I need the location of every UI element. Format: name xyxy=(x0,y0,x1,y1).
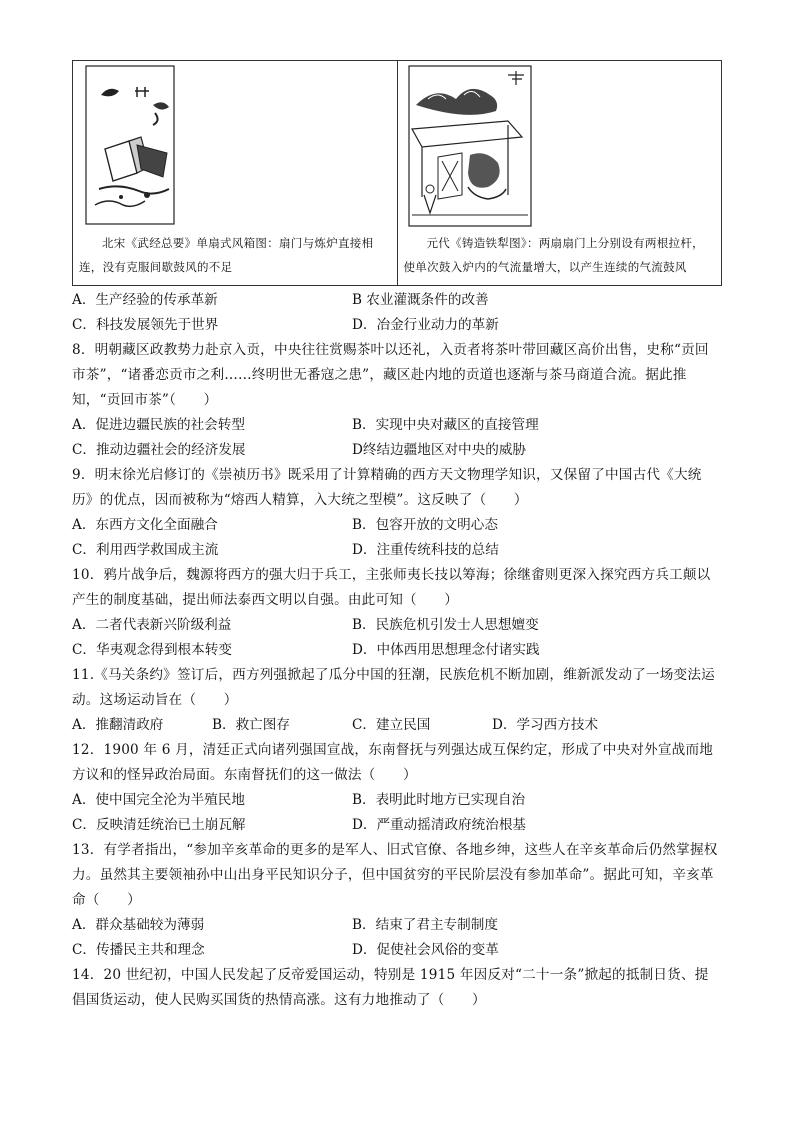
q9-option-a: A．东西方文化全面融合 xyxy=(72,517,218,533)
bellows-illustration-song xyxy=(79,65,391,227)
q13-option-a: A．群众基础较为薄弱 xyxy=(72,917,205,933)
q7-option-c: C．科技发展领先于世界 xyxy=(72,317,219,333)
q12-options xyxy=(72,788,722,838)
q9-options xyxy=(72,513,722,563)
iron-casting-drawing xyxy=(408,65,532,227)
q10-option-c: C．华夷观念得到根本转变 xyxy=(72,642,232,658)
q7-option-d: D．冶金行业动力的革新 xyxy=(352,317,499,333)
q12-option-d: D．严重动摇清政府统治根基 xyxy=(352,817,527,833)
q10-option-d: D．中体西用思想理念付诸实践 xyxy=(352,642,540,658)
q8-options xyxy=(72,413,722,463)
q11-option-c: C．建立民国 xyxy=(352,717,431,733)
q11-option-a: A．推翻清政府 xyxy=(72,717,164,733)
figure-cell-yuan xyxy=(397,61,722,285)
q7-options xyxy=(72,288,722,338)
figure-caption-song: 北宋《武经总要》单扇式风箱图：扇门与炼炉直接相连，没有克服间歇鼓风的不足 xyxy=(79,236,374,274)
bellows-drawing xyxy=(85,65,175,225)
q10-option-b: B．民族危机引发士人思想嬗变 xyxy=(352,617,539,633)
q11-options xyxy=(72,713,722,738)
q8-option-c: C．推动边疆社会的经济发展 xyxy=(72,442,246,458)
q12-stem: 12．1900 年 6 月，清廷正式向诸列强国宣战，东南督抚与列强达成互保约定，形成了中央对外宣战而地方议和的怪异政治局面。东南督抚们的这一做法（ ） xyxy=(72,742,714,783)
q10-options xyxy=(72,613,722,663)
q10-stem: 10．鸦片战争后，魏源将西方的强大归于兵工，主张师夷长技以筹海；徐继畬则更深入探究西方兵工颠以产生的制度基础，提出师法泰西文明以自强。由此可知（ ） xyxy=(72,567,711,608)
q8-stem: 8．明朝藏区政教势力赴京入贡，中央往往赏赐茶叶以还礼，入贡者将茶叶带回藏区高价出售，史称“贡回市茶”，“诸番恋贡市之利……终明世无番寇之患”，藏区赴内地的贡道也逐渐与茶马商道合流。据此推知，“贡回市茶”（ ） xyxy=(72,342,709,408)
q8-option-b: B．实现中央对藏区的直接管理 xyxy=(352,417,539,433)
q9-option-c: C．利用西学救国成主流 xyxy=(72,542,219,558)
q7-option-a: A．生产经验的传承革新 xyxy=(72,292,218,308)
q7-option-b: B 农业灌溉条件的改善 xyxy=(352,292,489,308)
q11-stem: 11.《马关条约》签订后，西方列强掀起了瓜分中国的狂潮，民族危机不断加剧，维新派发动了一场变法运动。这场运动旨在（ ） xyxy=(72,667,715,708)
q13-stem: 13．有学者指出，“参加辛亥革命的更多的是军人、旧式官僚、各地乡绅，这些人在辛亥革命后仍然掌握权力。虽然其主要领袖孙中山出身平民知识分子，但中国贫穷的平民阶层没有参加革命”。据此可知，辛亥革命（ ） xyxy=(72,842,718,908)
q13-option-d: D．促使社会风俗的变革 xyxy=(352,942,499,958)
q14-stem: 14．20 世纪初，中国人民发起了反帝爱国运动，特别是 1915 年因反对“二十一条”掀起的抵制日货、提倡国货运动，使人民购买国货的热情高涨。这有力地推动了（ ） xyxy=(72,967,709,1008)
q10-option-a: A．二者代表新兴阶级利益 xyxy=(72,617,232,633)
bellows-illustration-yuan xyxy=(404,65,716,227)
q13-option-c: C．传播民主共和理念 xyxy=(72,942,205,958)
q12-option-a: A．使中国完全沦为半殖民地 xyxy=(72,792,245,808)
figure-cell-song xyxy=(73,61,397,285)
figure-caption-yuan: 元代《铸造铁犁图》：两扇扇门上分别设有两根拉杆，使单次鼓入炉内的气流量增大，以产生连续的气流鼓风 xyxy=(403,236,704,274)
q8-option-a: A．促进边疆民族的社会转型 xyxy=(72,417,245,433)
q11-option-d: D．学习西方技术 xyxy=(492,717,599,733)
q12-option-c: C．反映清廷统治已土崩瓦解 xyxy=(72,817,246,833)
q12-option-b: B．表明此时地方已实现自治 xyxy=(352,792,526,808)
q13-option-b: B．结束了君主专制制度 xyxy=(352,917,498,933)
exam-page xyxy=(72,60,722,1013)
q9-option-b: B．包容开放的文明心态 xyxy=(352,517,498,533)
figure-table xyxy=(72,60,722,286)
q9-stem: 9．明末徐光启修订的《崇祯历书》既采用了计算精确的西方天文物理学知识，又保留了中国古代《大统历》的优点，因而被称为“熔西人精算，入大统之型模”。这反映了（ ） xyxy=(72,467,702,508)
q11-option-b: B．救亡图存 xyxy=(212,717,290,733)
q9-option-d: D．注重传统科技的总结 xyxy=(352,542,499,558)
q8-option-d: D终结边疆地区对中央的威胁 xyxy=(352,442,527,458)
q13-options xyxy=(72,913,722,963)
